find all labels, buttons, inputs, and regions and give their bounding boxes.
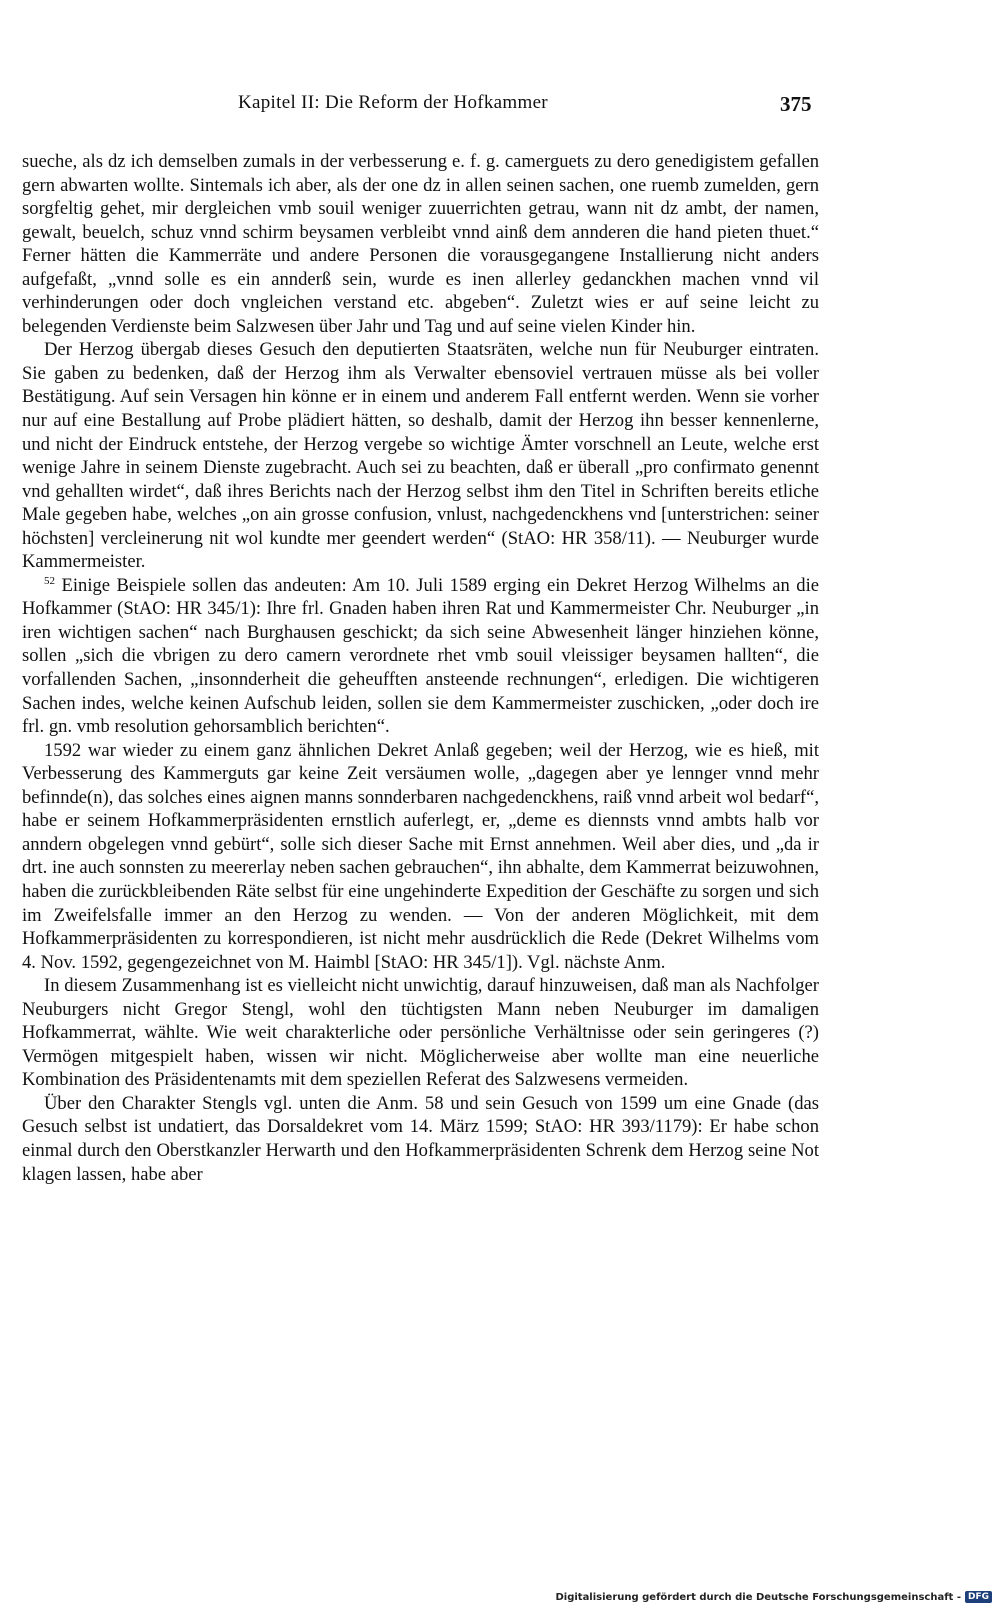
footer xyxy=(555,1588,992,1606)
paragraph-2: Der Herzog übergab dieses Gesuch den deputierten Staatsräten, welche nun für Neuburger eintraten. Sie gaben zu bedenken, daß der Herzog ihm als Verwalter ebensoviel vertrauen müsse als bei voller Bestätigung. Auf sein Versagen hin könne er in einem und anderem Fall entfernt werden. Wenn sie vorher nur auf eine Bestallung auf Probe plädiert hätten, so deshalb, damit der Herzog ihn besser kennenlerne, und nicht der Eindruck entstehe, der Herzog vergebe so wichtige Ämter vorschnell an Leute, welche erst wenige Jahre in seinem Dienste zugebracht. Auch sei zu beachten, daß er überall „pro confirmato genennt vnd gehallten wirdet“, daß ihres Berichts nach der Herzog selbst ihm den Titel in Schriften bereits etliche Male gegeben habe, welches „on ain grosse confusion, vnlust, nachgedenckhens vnd [unterstrichen: seiner höchsten] vercleinerung nit wol kundte mer geendert werden“ (StAO: HR 358/11). — Neuburger wurde Kammermeister. xyxy=(22,339,819,573)
dfg-logo-icon: DFG xyxy=(965,1591,992,1603)
footnote-52 xyxy=(22,574,819,739)
page-header xyxy=(0,92,1000,122)
paragraph-4: 1592 war wieder zu einem ganz ähnlichen Dekret Anlaß gegeben; weil der Herzog, wie es hieß, mit Verbesserung des Kammerguts gar keine Zeit versäumen wolle, „dagegen aber ye lennger vnnd mehr befinnde(n), das solches eines aignen manns sonnderbaren nachgedenckhens, raiß vnnd arbeit wol bedarf“, habe er seinem Hofkammerpräsidenten ernstlich auferlegt, er, „deme es diennsts vnnd ambts halb vor anndern obgelegen vnnd gebürt“, solle sich dieser Sache mit Ernst annehmen. Weil aber dies, und „da ir drt. ine auch sonnsten zu meererlay neben sachen gebrauchen“, ihn abhalte, dem Kammerrat beizuwohnen, haben die zurückbleibenden Räte selbst für eine ungehinderte Expedition der Geschäfte zu sorgen und sich im Zweifelsfalle immer an den Herzog zu wenden. — Von der anderen Möglichkeit, mit dem Hofkammerpräsidenten zu korrespondieren, ist nicht mehr ausdrücklich die Rede (Dekret Wilhelms vom 4. Nov. 1592, gegengezeichnet von M. Haimbl [StAO: HR 345/1]). Vgl. nächste Anm. xyxy=(22,739,819,973)
running-title: Kapitel II: Die Reform der Hofkammer xyxy=(238,92,548,113)
digitization-note: Digitalisierung gefördert durch die Deutsche Forschungsgemeinschaft - xyxy=(555,1591,961,1603)
paragraph-6: Über den Charakter Stengls vgl. unten die Anm. 58 und sein Gesuch von 1599 um eine Gnade (das Gesuch selbst ist undatiert, das Dorsaldekret vom 14. März 1599; StAO: HR 393/1179): Er habe schon einmal durch den Oberstkanzler Herwarth und den Hofkammerpräsidenten Schrenk dem Herzog seine Not klagen lassen, habe aber xyxy=(22,1092,819,1185)
page-number: 375 xyxy=(780,92,812,116)
footnote-marker: 52 xyxy=(44,574,55,587)
paragraph-1: sueche, als dz ich demselben zumals in der verbesserung e. f. g. camerguets zu dero genedigistem gefallen gern abwarten wollte. Sintemals ich aber, als der one dz in allen seinen sachen, one ruemb zumelden, gern sorgfeltig gehet, mir dergleichen vmb souil weniger zuuerrichten getrau, wann nit dz ambt, der namen, gewalt, beuelch, schuz vnnd schirm beysamen verbleibt vnnd ainß dem annderen die hand pieten thuet.“ Ferner hätten die Kammerräte und andere Personen die vorausgegangene Installierung nicht anders aufgefaßt, „vnnd solle es ein annderß sein, wurde es inen allerley gedanckhen machen vnnd vil verhinderungen oder doch vngleichen verstand etc. abgeben“. Zuletzt wies er auf seine leicht zu belegenden Verdienste beim Salzwesen über Jahr und Tag und auf seine vielen Kinder hin. xyxy=(22,151,819,337)
paragraph-5: In diesem Zusammenhang ist es vielleicht nicht unwichtig, darauf hinzuweisen, daß man als Nachfolger Neuburgers nicht Gregor Stengl, wohl den tüchtigsten Mann neben Neuburger im damaligen Hofkammerrat, wählte. Wie weit charakterliche oder persönliche Verhältnisse oder sein geringeres (?) Vermögen mitgespielt haben, wissen wir nicht. Möglicherweise aber wollte man eine neuerliche Kombination des Präsidentenamts mit dem speziellen Referat des Salzwesens vermeiden. xyxy=(22,975,819,1091)
body-text xyxy=(22,150,819,1186)
footnote-52-text: Einige Beispiele sollen das andeuten: Am 10. Juli 1589 erging ein Dekret Herzog Wilhelms an die Hofkammer (StAO: HR 345/1): Ihre frl. Gnaden haben ihren Rat und Kammermeister Chr. Neuburger „in iren wichtigen sachen“ nach Burghausen geschickt; da sich seine Abwesenheit länger hinziehen könne, sollen „sich die vbrigen zu dero camern verordnete rhet vmb souil vleissiger beysamen hallten“, die vorfallenden Sachen, „insonnderheit die geheufften ansteende rechnungen“, erledigen. Die wichtigeren Sachen indes, welche keinen Aufschub leiden, sollen sie dem Kammermeister zuschicken, „oder doch ire frl. gn. vmb resolution gehorsamblich berichten“. xyxy=(22,574,819,738)
